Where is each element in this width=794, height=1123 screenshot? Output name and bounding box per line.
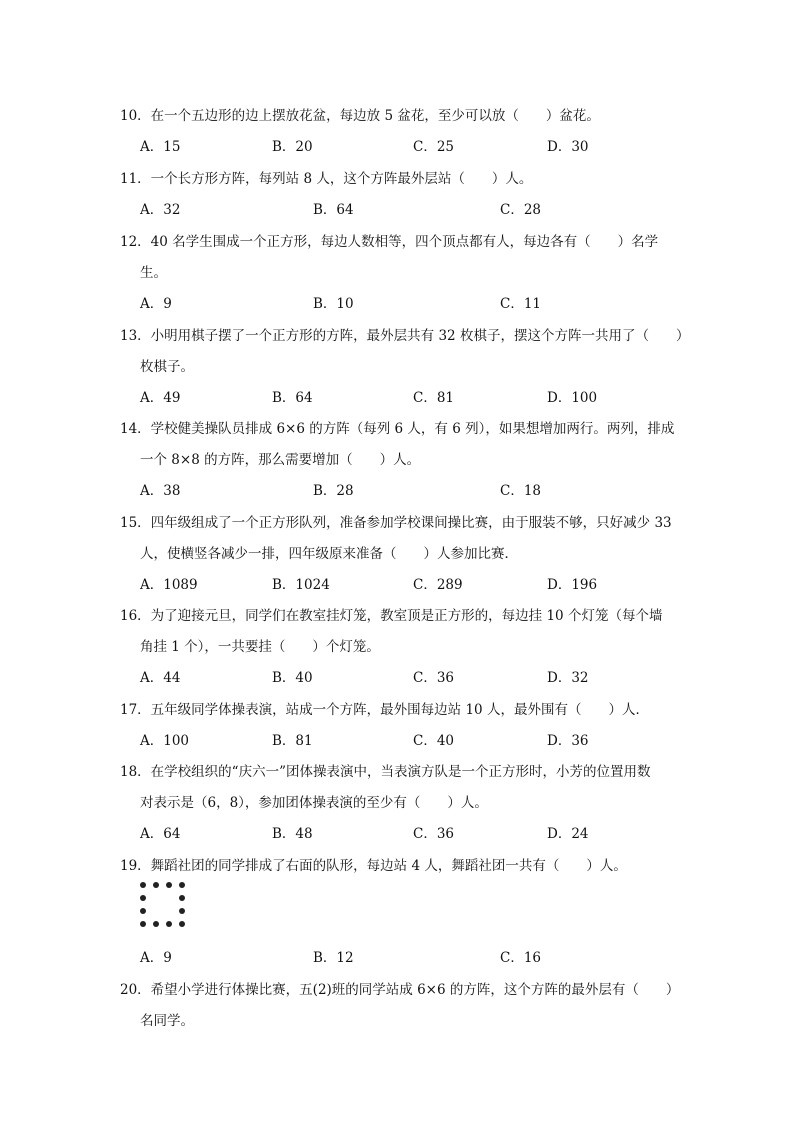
formation-dot xyxy=(179,895,185,901)
formation-dot xyxy=(140,921,146,927)
question-19: 19．舞蹈社团的同学排成了右面的队形，每边站 4 人，舞蹈社团一共有（ ）人。 xyxy=(120,858,627,874)
option-a: A．100 xyxy=(140,733,190,749)
option-b: B．40 xyxy=(272,670,313,686)
formation-dot xyxy=(179,921,185,927)
option-b: B．81 xyxy=(272,733,313,749)
question-12-continued: 生。 xyxy=(140,265,167,281)
option-a: A．38 xyxy=(140,483,181,499)
question-20: 20．希望小学进行体操比赛，五(2)班的同学站成 6×6 的方阵，这个方阵的最外层有（ ） xyxy=(120,982,680,998)
option-c: C．40 xyxy=(413,733,455,749)
option-d: D．24 xyxy=(547,826,589,842)
option-c: C．16 xyxy=(500,950,542,966)
question-10: 10．在一个五边形的边上摆放花盆，每边放 5 盆花，至少可以放（ ）盆花。 xyxy=(120,108,600,124)
option-d: D．196 xyxy=(547,577,598,593)
formation-dot xyxy=(140,882,146,888)
option-a: A．9 xyxy=(140,296,172,312)
option-c: C．36 xyxy=(413,826,455,842)
option-b: B．48 xyxy=(272,826,313,842)
option-d: D．30 xyxy=(547,139,589,155)
option-c: C．28 xyxy=(500,202,542,218)
option-a: A．49 xyxy=(140,390,181,406)
question-12: 12．40 名学生围成一个正方形，每边人数相等，四个顶点都有人，每边各有（ ）名学 xyxy=(120,234,659,250)
formation-dot xyxy=(140,908,146,914)
option-a: A．32 xyxy=(140,202,181,218)
option-c: C．36 xyxy=(413,670,455,686)
option-c: C．289 xyxy=(413,577,463,593)
formation-dot xyxy=(179,908,185,914)
option-b: B．20 xyxy=(272,139,313,155)
question-16-continued: 角挂 1 个），一共要挂（ ）个灯笼。 xyxy=(140,639,380,655)
option-c: C．81 xyxy=(413,390,455,406)
formation-dot xyxy=(153,921,159,927)
formation-dot xyxy=(166,882,172,888)
option-b: B．1024 xyxy=(272,577,330,593)
option-c: C．18 xyxy=(500,483,542,499)
question-13: 13．小明用棋子摆了一个正方形的方阵，最外层共有 32 枚棋子，摆这个方阵一共用了（ ） xyxy=(120,328,690,344)
formation-dot xyxy=(153,882,159,888)
question-16: 16．为了迎接元旦，同学们在教室挂灯笼，教室顶是正方形的，每边挂 10 个灯笼（每个墙 xyxy=(120,608,663,624)
option-c: C．11 xyxy=(500,296,542,312)
option-b: B．10 xyxy=(313,296,354,312)
formation-dot xyxy=(179,882,185,888)
option-a: A．1089 xyxy=(140,577,198,593)
option-b: B．64 xyxy=(313,202,354,218)
option-d: D．32 xyxy=(547,670,589,686)
question-17: 17．五年级同学体操表演，站成一个方阵，最外围每边站 10 人，最外围有（ ）人． xyxy=(120,702,649,718)
option-c: C．25 xyxy=(413,139,455,155)
question-11: 11．一个长方形方阵，每列站 8 人，这个方阵最外层站（ ）人。 xyxy=(120,171,533,187)
option-d: D．100 xyxy=(547,390,598,406)
question-15-continued: 人，使横竖各减少一排，四年级原来准备（ ）人参加比赛． xyxy=(140,546,518,562)
option-b: B．12 xyxy=(313,950,354,966)
option-a: A．15 xyxy=(140,139,181,155)
question-14-continued: 一个 8×8 的方阵，那么需要增加（ ）人。 xyxy=(140,452,421,468)
question-15: 15．四年级组成了一个正方形队列，准备参加学校课间操比赛，由于服装不够，只好减少 33 xyxy=(120,515,672,531)
question-18: 18．在学校组织的“庆六一”团体操表演中，当表演方队是一个正方形时，小芳的位置用数 xyxy=(120,764,651,780)
square-formation-figure xyxy=(140,882,190,932)
question-13-continued: 枚棋子。 xyxy=(140,359,194,375)
option-b: B．28 xyxy=(313,483,354,499)
question-14: 14．学校健美操队员排成 6×6 的方阵（每列 6 人，有 6 列），如果想增加两行。两列，排成 xyxy=(120,421,675,437)
question-18-continued: 对表示是（6，8），参加团体操表演的至少有（ ）人。 xyxy=(140,795,488,811)
option-a: A．64 xyxy=(140,826,181,842)
option-b: B．64 xyxy=(272,390,313,406)
option-d: D．36 xyxy=(547,733,589,749)
option-a: A．44 xyxy=(140,670,181,686)
question-20-continued: 名同学。 xyxy=(140,1013,194,1029)
formation-dot xyxy=(140,895,146,901)
formation-dot xyxy=(166,921,172,927)
option-a: A．9 xyxy=(140,950,172,966)
